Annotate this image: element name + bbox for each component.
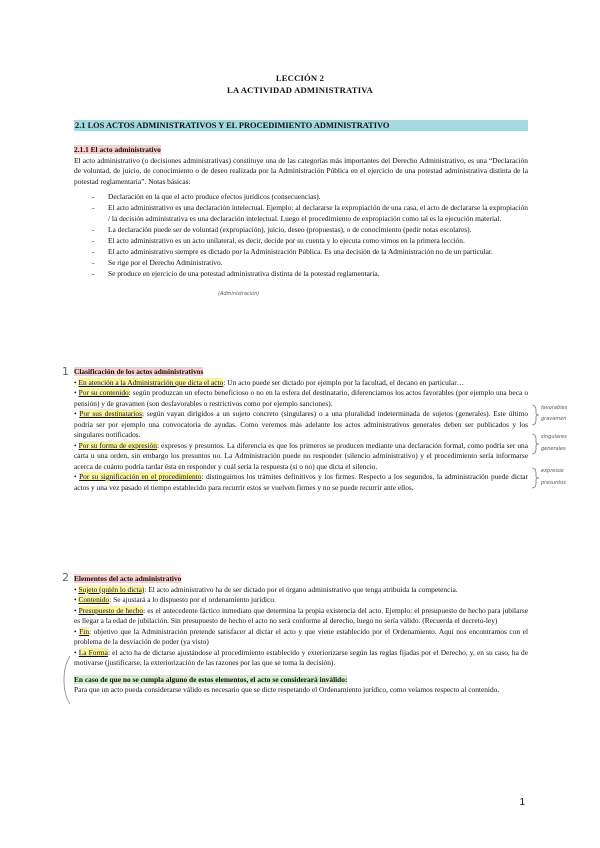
list-item: - Se rige por el Derecho Administrativo. xyxy=(74,258,528,269)
margin-note: expresos xyxy=(541,468,564,474)
list-item: - El acto administrativo es un acto unilateral, es decir, decide por su cuenta y lo ejecuta como vimos en la primera lección. xyxy=(74,236,528,247)
acto-section xyxy=(74,145,528,280)
list-item: - Se produce en ejercicio de una potestad administrativa distinta de la potestad reglamentaria. xyxy=(74,269,528,280)
handwritten-bracket-icon xyxy=(62,655,72,705)
margin-note: gravamen xyxy=(541,416,567,422)
margin-brace-icon xyxy=(530,404,540,426)
margin-brace-icon xyxy=(530,433,540,455)
clasificacion-section xyxy=(74,367,528,493)
list-item: • La Forma: el acto ha de dictarse ajustándose al procedimiento establecido y exteriorizarse según las reglas fijadas por el Derecho, y, en su caso, ha de motivarse (justificarse, la exteriorización de las razones por las que se toma la decisión). xyxy=(74,647,528,667)
section-heading: 2.1 LOS ACTOS ADMINISTRATIVOS Y EL PROCEDIMIENTO ADMINISTRATIVO xyxy=(74,120,528,131)
margin-note: generales xyxy=(541,446,566,452)
handwritten-number-2: 2 xyxy=(62,571,69,584)
margin-note: favorables xyxy=(541,405,568,411)
list-item: • Por su forma de expresión: expresos y presuntos. La diferencia es que los primeros se producen mediante una declaración formal, como podría ser una carta u una orden, sin embargo los presuntos no. La Administración puede no responder (silencio administrativo) y el procedimiento sería informarse acerca de cuánto podría tardar ésta en responder y cuál sería la respuesta (si o no) que dicta el silencio. xyxy=(74,440,528,471)
handwritten-number-1: 1 xyxy=(62,365,69,378)
list-item: • Fin: objetivo que la Administración pretende satisfacer al dictar el acto y que viene establecido por el Ordenamiento. Aquí nos encontramos con el problema de la desviación de poder (ya visto) xyxy=(74,626,528,646)
list-item: - Declaración en la que el acto produce efectos jurídicos (consecuencias). xyxy=(74,192,528,203)
conclusion-heading: En caso de que no se cumpla alguno de estos elementos, el acto se considerará inválido: xyxy=(74,674,348,684)
unilateral-annotation: (Administración) xyxy=(218,291,260,297)
list-item: - El acto administrativo siempre es dictado por la Administración Pública. Es una decisión de la Administración no de un particular. xyxy=(74,247,528,258)
acto-heading: 2.1.1 El acto administrativo xyxy=(74,145,161,154)
list-item: • Sujeto (quién lo dicta): El acto administrativo ha de ser dictado por el órgano administrativo que tenga atribuida la competencia. xyxy=(74,584,458,594)
acto-intro: El acto administrativo (o decisiones administrativas) constituye una de las categorías más importantes del Derecho Administrativo, es una “Declaración de voluntad, de juicio, de conocimiento o de deseo realizada por la Administración Pública en el ejercicio de una potestad administrativa distinta de la potestad reglamentaria”. Notas básicas: xyxy=(74,155,528,186)
margin-brace-icon xyxy=(530,467,540,489)
list-item: • Contenido: Se ajustará a lo dispuesto por el ordenamiento jurídico. xyxy=(74,595,276,604)
list-item: • En atención a la Administración que dicta el acto: Un acto puede ser dictado por ejemplo por la facultad, el decano en particular… xyxy=(74,377,465,387)
list-item: - La declaración puede ser de voluntad (expropiación), juicio, deseo (propuestas), o de conocimiento (pedir notas escolares). xyxy=(74,225,528,236)
list-item: • Por su significación en el procedimiento: distinguimos los trámites definitivos y los firmes. Respecto a los segundos, la administración puede dictar actos y una vez pasado el tiempo establecido para recurrir estos se vuelven firmes y no se puede recurrir ante ellos. xyxy=(74,472,528,492)
margin-note: singulares xyxy=(541,434,567,440)
lesson-title: LA ACTIVIDAD ADMINISTRATIVA xyxy=(227,85,373,95)
elementos-heading: Elementos del acto administrativo xyxy=(74,574,182,583)
list-item: • Presupuesto de hecho: es el antecedente fáctico inmediato que determina la propia existencia del acto. Ejemplo: el presupuesto de hecho para jubilarse es llegar a la edad de jubilación. Sin presupuesto de hecho el acto no será conforme al derecho, luego no sería válido. (Recuerda el decreto-ley) xyxy=(74,605,529,625)
page-number: 1 xyxy=(519,797,525,808)
lesson-number: LECCIÓN 2 xyxy=(275,73,325,83)
list-item: • Por sus destinatarios: según vayan dirigidos a un sujeto concreto (singulares) o a una pluralidad indeterminada de sujetos (generales). Este último podría ser por ejemplo una convocatoria de ayudas. Como veremos más adelante los actos administrativos generales deben ser publicados y los singulares notificados. xyxy=(74,409,529,439)
conclusion-text: Para que un acto pueda considerarse válido es necesario que se dicte respetando el Ordenamiento jurídico, como veíamos respecto al contenido. xyxy=(74,685,500,694)
acto-notes-list xyxy=(74,192,528,279)
elementos-section xyxy=(74,574,528,696)
list-item: - El acto administrativo es una declaración intelectual. Ejemplo: al declararse la expropiación de una casa, el acto de declararse la expropiación / la decisión administrativa es una declaración intelectual. Luego el procedimiento de expropiación como tal es la ejecución material. xyxy=(74,203,528,224)
list-item: • Por su contenido: según produzcan un efecto beneficioso o no en la esfera del destinatario, diferenciamos los actos favorables (por ejemplo una beca o pensión) y de gravamen (son desfavorables o restrictivos como por ejemplo sanciones). xyxy=(74,388,529,408)
clasificacion-heading: Clasificación de los actos administrativos xyxy=(74,367,204,376)
margin-note: presuntos xyxy=(541,480,566,486)
